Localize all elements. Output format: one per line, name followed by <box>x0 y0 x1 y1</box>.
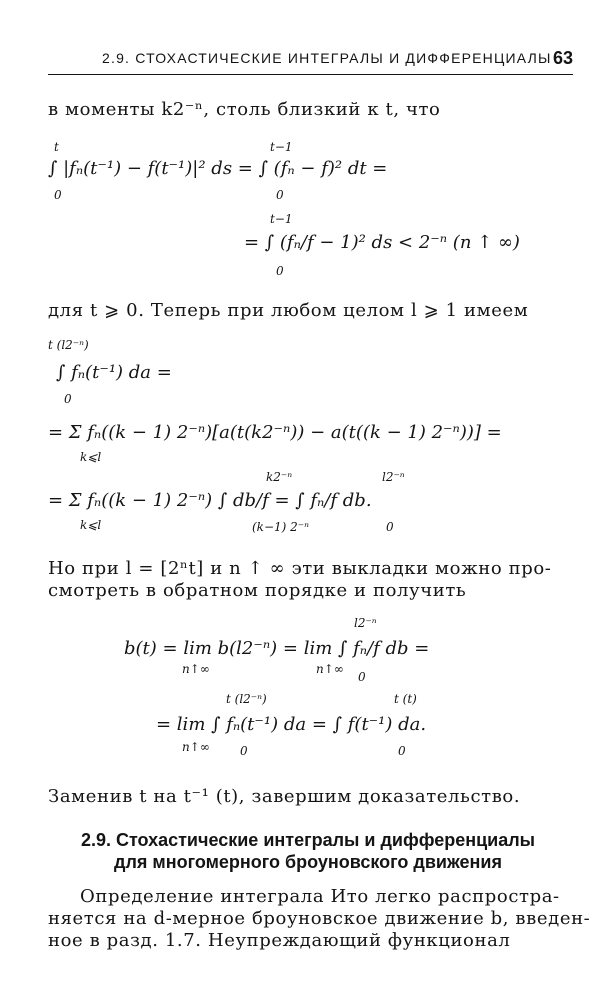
int-lower-limit: 0 <box>276 188 284 202</box>
int-lower-limit: 0 <box>54 188 62 202</box>
lim-subscript: n↑∞ <box>182 662 210 676</box>
paragraph-line: Но при l = [2ⁿt] и n ↑ ∞ эти выкладки можно про- <box>48 558 552 579</box>
int-upper-limit: t <box>54 140 59 154</box>
int-upper-limit: l2⁻ⁿ <box>354 616 377 630</box>
section-heading: для многомерного броуновского движения <box>114 852 502 872</box>
equation-2 <box>48 338 568 538</box>
paragraph-line: Заменив t на t⁻¹ (t), завершим доказательство. <box>48 786 521 807</box>
lim-subscript: n↑∞ <box>182 740 210 754</box>
int-lower-limit: 0 <box>398 744 406 758</box>
int-lower-limit: (k−1) 2⁻ⁿ <box>252 520 309 534</box>
equation-line: = Σ fₙ((k − 1) 2⁻ⁿ) ∫ db/f = ∫ fₙ/f db. <box>48 490 372 511</box>
equation-line: b(t) = lim b(l2⁻ⁿ) = lim ∫ fₙ/f db = <box>124 638 430 659</box>
int-lower-limit: 0 <box>276 264 284 278</box>
header-rule <box>48 74 573 75</box>
int-lower-limit: 0 <box>358 670 366 684</box>
int-lower-limit: 0 <box>386 520 394 534</box>
int-upper-limit: t (t) <box>394 692 417 706</box>
int-lower-limit: 0 <box>64 392 72 406</box>
sum-lower-limit: k⩽l <box>80 518 102 532</box>
paragraph-line: в моменты k2⁻ⁿ, столь близкий к t, что <box>48 99 441 120</box>
paragraph-line: няется на d-мерное броуновское движение b, введен- <box>48 908 591 929</box>
paragraph-line: для t ⩾ 0. Теперь при любом целом l ⩾ 1 имеем <box>48 300 529 321</box>
int-upper-limit: t−1 <box>270 212 293 226</box>
section-title: 2.9. СТОХАСТИЧЕСКИЕ ИНТЕГРАЛЫ И ДИФФЕРЕНЦИАЛЫ <box>102 50 552 66</box>
equation-line: = lim ∫ fₙ(t⁻¹) da = ∫ f(t⁻¹) da. <box>156 714 427 735</box>
equation-line: ∫ |fₙ(t⁻¹) − f(t⁻¹)|² ds = ∫ (fₙ − f)² dt = <box>48 158 388 179</box>
int-upper-limit: k2⁻ⁿ <box>266 470 293 484</box>
running-header <box>48 42 573 74</box>
sum-lower-limit: k⩽l <box>80 450 102 464</box>
int-upper-limit: t (l2⁻ⁿ) <box>226 692 267 706</box>
int-lower-limit: 0 <box>240 744 248 758</box>
int-upper-limit: t−1 <box>270 140 293 154</box>
page-number: 63 <box>552 48 573 68</box>
equation-line: = ∫ (fₙ/f − 1)² ds < 2⁻ⁿ (n ↑ ∞) <box>244 232 520 253</box>
equation-1 <box>48 140 568 290</box>
equation-line: ∫ fₙ(t⁻¹) da = <box>56 362 172 383</box>
lim-subscript: n↑∞ <box>316 662 344 676</box>
int-upper-limit: l2⁻ⁿ <box>382 470 405 484</box>
equation-line: = Σ fₙ((k − 1) 2⁻ⁿ)[a(t(k2⁻ⁿ)) − a(t((k − 1) 2⁻ⁿ))] = <box>48 422 502 443</box>
paragraph-line: ное в разд. 1.7. Неупреждающий функционал <box>48 930 511 951</box>
section-heading: 2.9. Стохастические интегралы и дифференциалы <box>80 830 536 850</box>
int-upper-limit: t (l2⁻ⁿ) <box>48 338 89 352</box>
equation-3 <box>48 616 568 766</box>
paragraph-line: Определение интеграла Ито легко распростра- <box>80 886 560 907</box>
paragraph-line: смотреть в обратном порядке и получить <box>48 580 467 601</box>
